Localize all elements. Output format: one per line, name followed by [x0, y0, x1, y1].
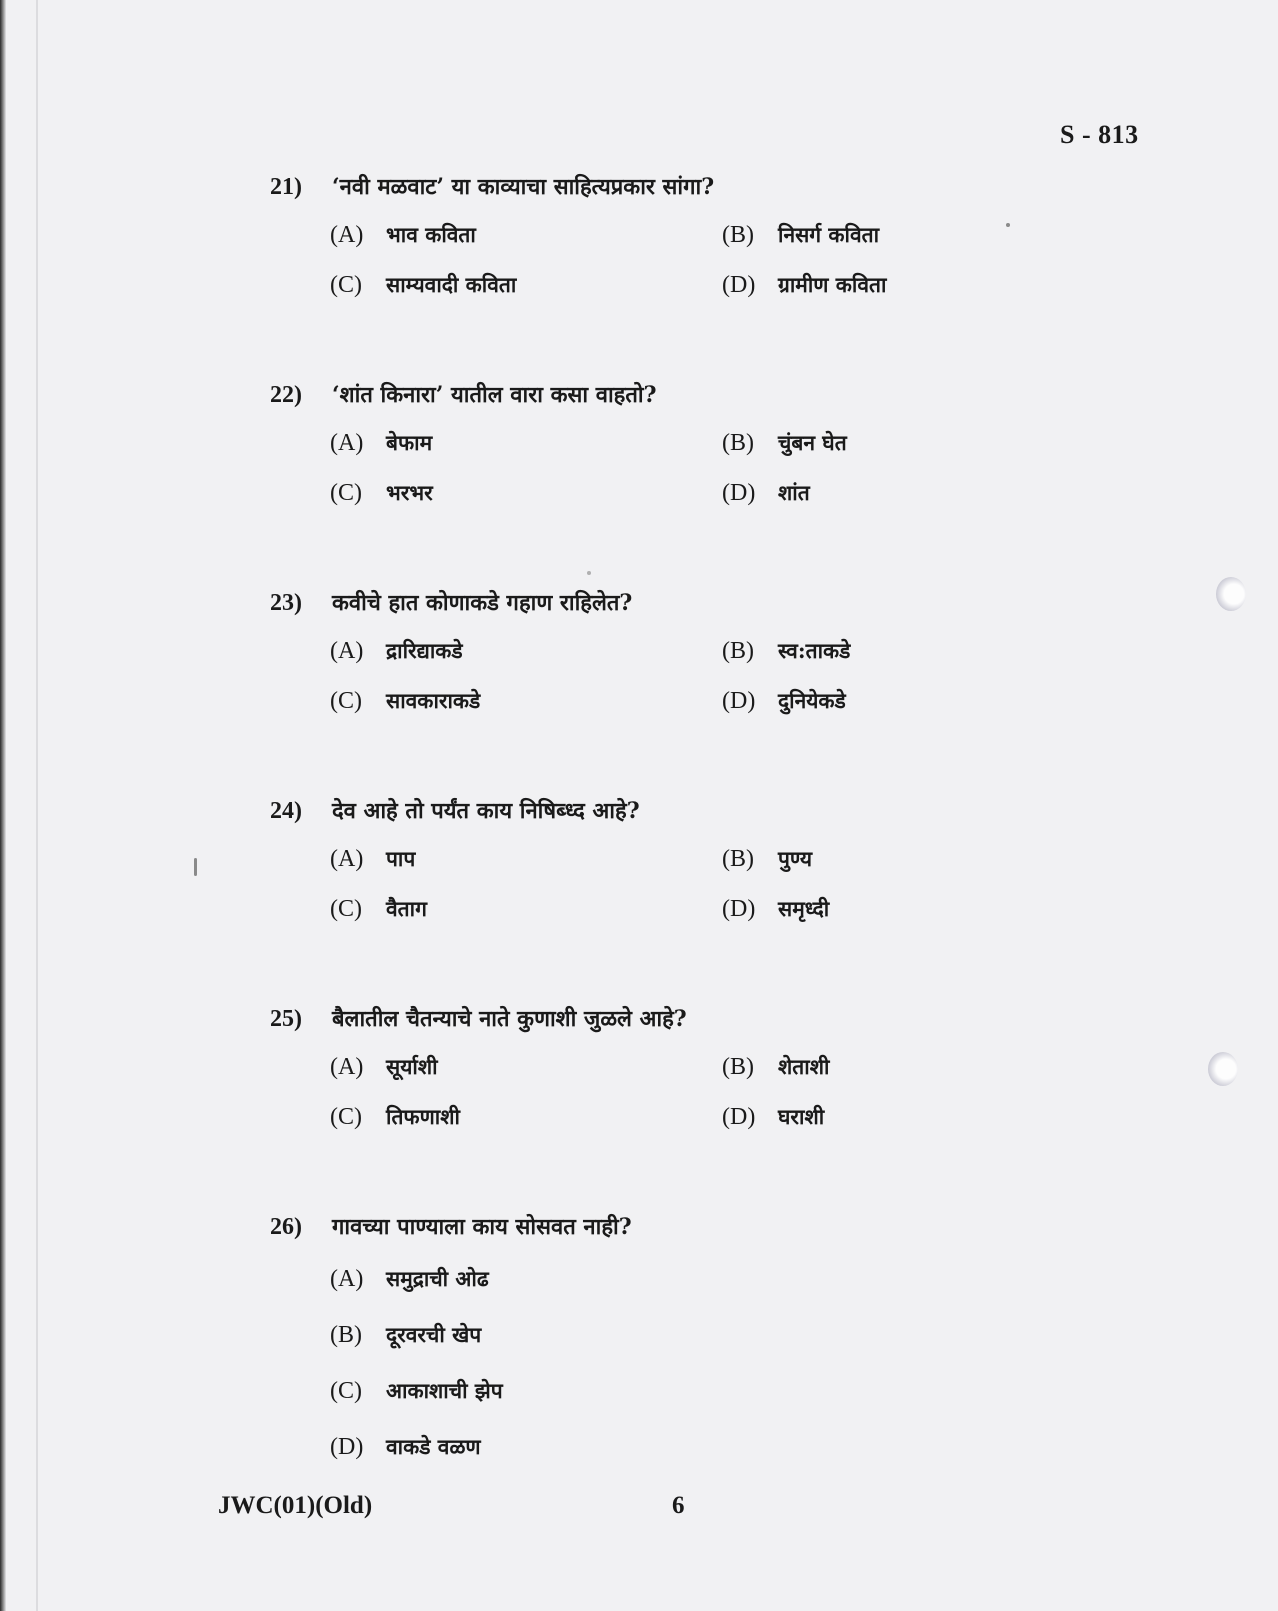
scan-speck: [587, 571, 591, 575]
punch-hole-icon: [1216, 577, 1246, 611]
option-letter: (A): [330, 846, 364, 872]
option-d: [722, 687, 1022, 721]
option-letter: (D): [722, 688, 756, 714]
option-text: पाप: [386, 846, 416, 871]
question-22: [270, 379, 1090, 513]
question-number: 26): [270, 1214, 302, 1240]
option-text: समृध्दी: [778, 896, 830, 921]
options-grid: [330, 845, 1090, 929]
option-a: [330, 637, 722, 671]
option-b: [722, 845, 1022, 879]
option-text: सूर्याशी: [386, 1054, 438, 1079]
question-21: [270, 171, 1090, 305]
option-text: आकाशाची झेप: [386, 1378, 503, 1403]
option-letter: (C): [330, 1104, 362, 1130]
option-c: [330, 1377, 1090, 1411]
options-grid: [330, 221, 1090, 305]
footer-paper-code: JWC(01)(Old): [218, 1492, 373, 1519]
question-line: [270, 795, 1090, 835]
option-text: भरभर: [386, 480, 433, 505]
option-c: [330, 895, 722, 929]
scan-left-edge: [0, 0, 6, 1611]
scan-edge-line: [36, 0, 38, 1611]
scan-speck: [1006, 223, 1010, 227]
question-line: [270, 1211, 1090, 1251]
option-text: बेफाम: [386, 430, 433, 455]
option-text: शांत: [778, 480, 810, 505]
option-letter: (B): [722, 222, 754, 248]
option-letter: (A): [330, 222, 364, 248]
option-d: [722, 1103, 1022, 1137]
option-text: पुण्य: [778, 846, 813, 871]
option-c: [330, 1103, 722, 1137]
option-letter: (D): [722, 272, 756, 298]
option-text: समुद्राची ओढ: [386, 1266, 489, 1291]
question-number: 23): [270, 590, 302, 616]
option-letter: (C): [330, 896, 362, 922]
option-b: [722, 221, 1022, 255]
option-b: [722, 1053, 1022, 1087]
option-b: [722, 429, 1022, 463]
question-25: [270, 1003, 1090, 1137]
question-text: गावच्या पाण्याला काय सोसवत नाही?: [332, 1214, 632, 1240]
options-grid: [330, 637, 1090, 721]
option-a: [330, 221, 722, 255]
question-text: ‘नवी मळवाट’ या काव्याचा साहित्यप्रकार सांगा?: [332, 174, 715, 200]
option-letter: (D): [722, 1104, 756, 1130]
question-line: [270, 1003, 1090, 1043]
option-letter: (D): [722, 896, 756, 922]
option-text: सावकाराकडे: [386, 688, 481, 713]
option-text: घराशी: [778, 1104, 825, 1129]
option-text: दुनियेकडे: [778, 688, 846, 713]
option-b: [722, 637, 1022, 671]
option-letter: (C): [330, 480, 362, 506]
option-letter: (A): [330, 638, 364, 664]
footer-page-number: 6: [672, 1492, 685, 1519]
question-23: [270, 587, 1090, 721]
option-text: साम्यवादी कविता: [386, 272, 517, 297]
option-text: ग्रामीण कविता: [778, 272, 887, 297]
question-line: [270, 587, 1090, 627]
option-letter: (C): [330, 688, 362, 714]
option-a: [330, 1053, 722, 1087]
option-letter: (B): [330, 1322, 362, 1348]
option-d: [722, 271, 1022, 305]
question-text: बैलातील चैतन्याचे नाते कुणाशी जुळले आहे?: [332, 1006, 687, 1032]
option-letter: (B): [722, 430, 754, 456]
paper-code-header: S - 813: [1060, 120, 1139, 149]
question-number: 22): [270, 382, 302, 408]
option-b: [330, 1321, 1090, 1355]
options-grid: [330, 1053, 1090, 1137]
option-text: भाव कविता: [386, 222, 476, 247]
option-text: शेताशी: [778, 1054, 830, 1079]
option-text: वाकडे वळण: [386, 1434, 481, 1459]
option-letter: (C): [330, 272, 362, 298]
option-text: द्रारिद्याकडे: [386, 638, 463, 663]
option-text: स्व:ताकडे: [778, 638, 851, 663]
option-d: [722, 895, 1022, 929]
question-line: [270, 171, 1090, 211]
option-c: [330, 479, 722, 513]
option-a: [330, 845, 722, 879]
option-d: [330, 1433, 1090, 1467]
question-text: कवीचे हात कोणाकडे गहाण राहिलेत?: [332, 590, 633, 616]
question-line: [270, 379, 1090, 419]
question-24: [270, 795, 1090, 929]
options-grid: [330, 429, 1090, 513]
question-number: 24): [270, 798, 302, 824]
punch-hole-icon: [1208, 1052, 1238, 1086]
question-text: ‘शांत किनारा’ यातील वारा कसा वाहतो?: [332, 382, 657, 408]
option-c: [330, 687, 722, 721]
scan-speck: [194, 858, 197, 876]
option-a: [330, 429, 722, 463]
option-letter: (B): [722, 638, 754, 664]
option-text: तिफणाशी: [386, 1104, 460, 1129]
option-a: [330, 1265, 1090, 1299]
option-letter: (B): [722, 1054, 754, 1080]
option-text: दूरवरची खेप: [386, 1322, 482, 1347]
option-letter: (D): [330, 1434, 364, 1460]
question-number: 25): [270, 1006, 302, 1032]
option-letter: (B): [722, 846, 754, 872]
option-text: वैताग: [386, 896, 427, 921]
option-letter: (D): [722, 480, 756, 506]
question-text: देव आहे तो पर्यंत काय निषिब्ध्द आहे?: [332, 798, 640, 824]
option-text: चुंबन घेत: [778, 430, 847, 455]
question-number: 21): [270, 174, 302, 200]
option-c: [330, 271, 722, 305]
option-d: [722, 479, 1022, 513]
options-list: [330, 1265, 1090, 1467]
option-letter: (A): [330, 430, 364, 456]
option-letter: (A): [330, 1054, 364, 1080]
option-letter: (A): [330, 1266, 364, 1292]
option-letter: (C): [330, 1378, 362, 1404]
option-text: निसर्ग कविता: [778, 222, 880, 247]
question-26: [270, 1211, 1090, 1467]
